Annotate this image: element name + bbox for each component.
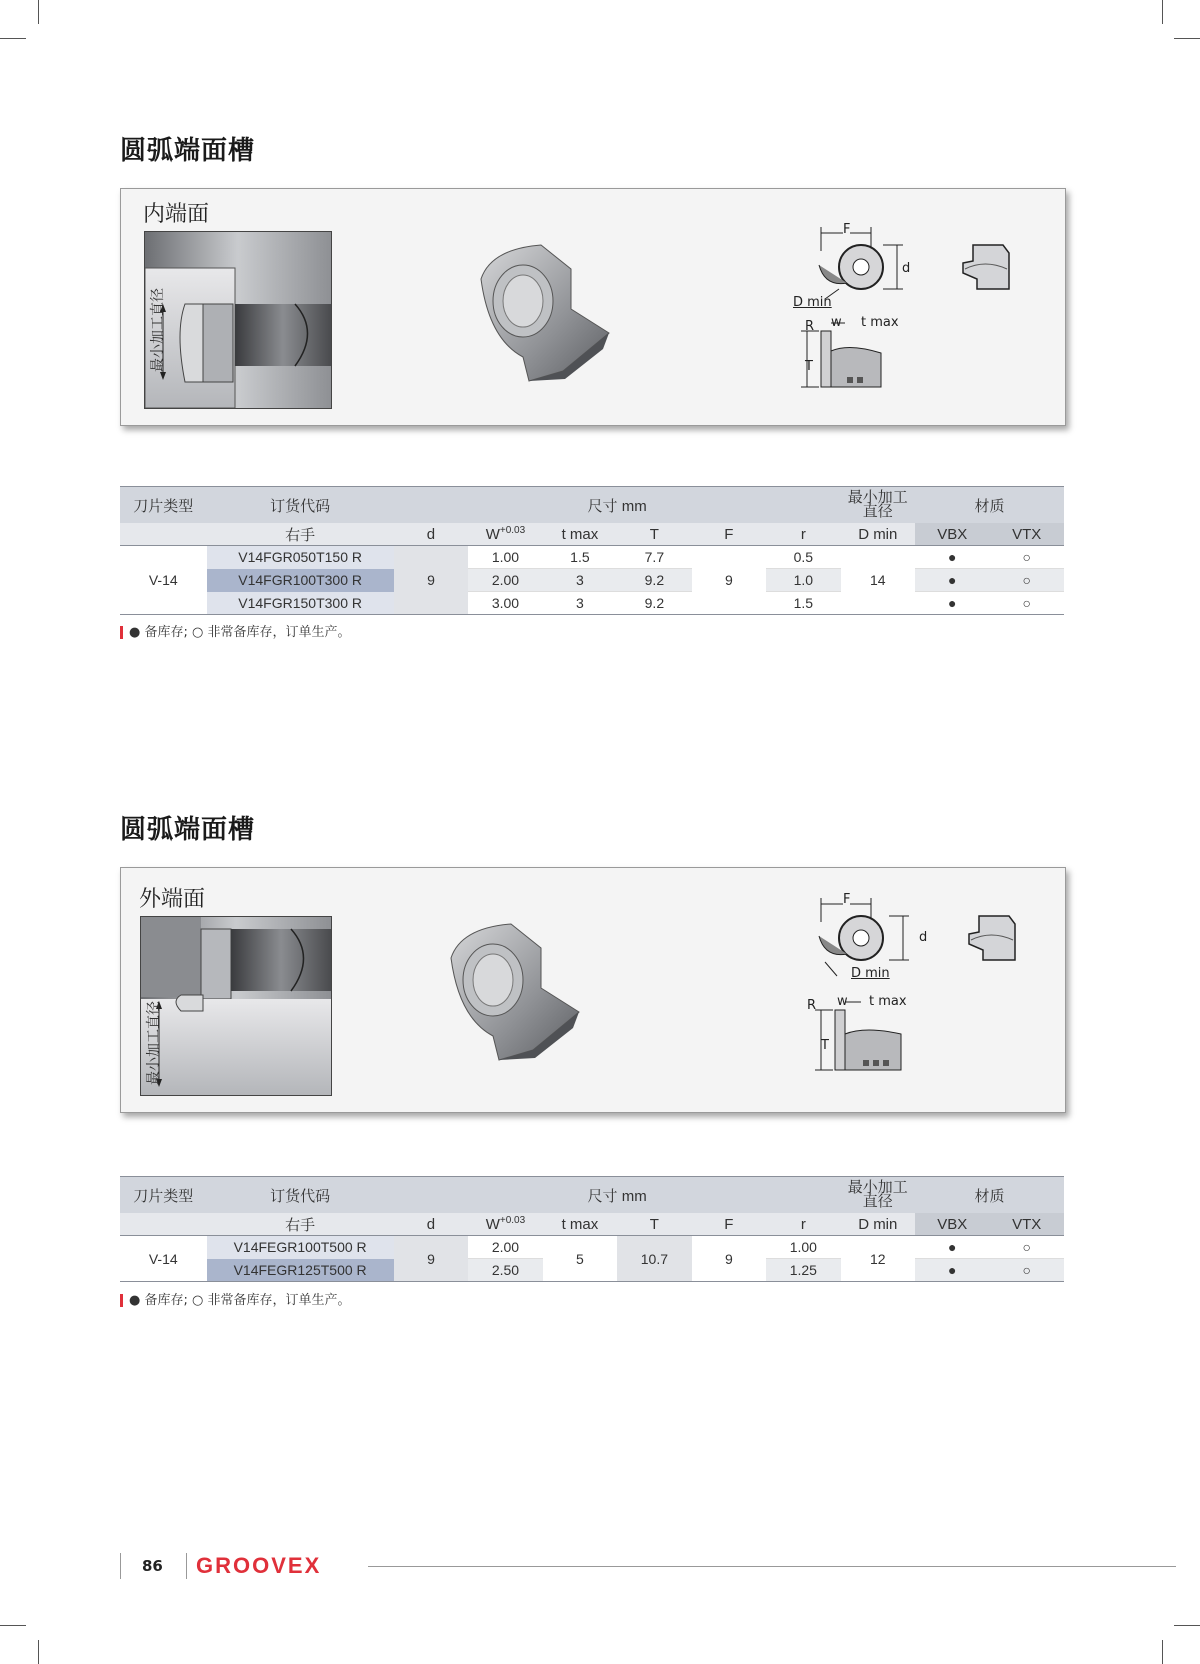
cell-vbx: ● xyxy=(915,1259,989,1282)
col-header-material: 材质 xyxy=(915,1177,1064,1214)
col-header-w-tol: +0.03 xyxy=(499,525,526,536)
cell-code: V14FEGR100T500 R xyxy=(207,1236,394,1259)
cell-vtx: ○ xyxy=(989,1259,1064,1282)
col-header-type: 刀片类型 xyxy=(120,487,207,524)
cell-r: 1.00 xyxy=(766,1236,840,1259)
section-heading: 圆弧端面槽 xyxy=(120,136,256,166)
crop-mark xyxy=(1162,1640,1163,1664)
col-header-dmin-title: 最小加工直径 xyxy=(841,487,915,524)
diagram-label-w: w xyxy=(831,315,842,330)
col-header-w-tol: +0.03 xyxy=(499,1215,526,1226)
illustration-panel xyxy=(120,867,1066,1113)
col-header-w xyxy=(468,523,542,546)
col-header-F: F xyxy=(692,1213,766,1236)
diagram-label-T: T xyxy=(821,1038,829,1053)
col-header-code: 订货代码 xyxy=(207,487,394,524)
crop-mark xyxy=(1174,38,1200,39)
col-header-T: T xyxy=(617,523,691,546)
cell-vbx: ● xyxy=(915,546,989,569)
cell-vtx: ○ xyxy=(989,569,1064,592)
cell-w: 1.00 xyxy=(468,546,542,569)
note-marker xyxy=(120,1294,123,1307)
diagram-label-F: F xyxy=(843,222,851,237)
cell-dmin: 12 xyxy=(841,1236,915,1282)
footer-rule xyxy=(368,1566,1176,1567)
insert-3d-image xyxy=(441,918,601,1068)
stock-note xyxy=(120,621,350,640)
cell-vtx: ○ xyxy=(989,1236,1064,1259)
cell-T: 10.7 xyxy=(617,1236,691,1282)
col-header-vtx: VTX xyxy=(989,1213,1064,1236)
cell-F: 9 xyxy=(692,546,766,615)
note-text: ● 备库存; ○ 非常备库存，订单生产。 xyxy=(129,1293,351,1308)
note-marker xyxy=(120,626,123,639)
col-header-d: d xyxy=(394,523,468,546)
col-header-dims: 尺寸 mm xyxy=(394,1177,841,1214)
table-row xyxy=(120,546,1064,569)
crop-mark xyxy=(38,0,39,24)
stock-note xyxy=(120,1289,350,1308)
cell-vbx: ● xyxy=(915,569,989,592)
machining-scene xyxy=(140,916,332,1096)
col-header-blank xyxy=(120,523,207,546)
insert-3d-image xyxy=(471,239,631,389)
cell-d: 9 xyxy=(394,1236,468,1282)
cell-vbx: ● xyxy=(915,592,989,615)
col-header-d: d xyxy=(394,1213,468,1236)
diagram-label-d: d xyxy=(902,261,911,276)
illustration-panel xyxy=(120,188,1066,426)
cell-d: 9 xyxy=(394,546,468,615)
machining-scene xyxy=(144,231,332,409)
cell-dmin: 14 xyxy=(841,546,915,615)
cell-vtx: ○ xyxy=(989,592,1064,615)
cell-code: V14FGR050T150 R xyxy=(207,546,394,569)
note-text: ● 备库存; ○ 非常备库存，订单生产。 xyxy=(129,625,351,640)
panel-title: 内端面 xyxy=(143,202,210,227)
col-header-T: T xyxy=(617,1213,691,1236)
col-header-F: F xyxy=(692,523,766,546)
cell-r: 1.25 xyxy=(766,1259,840,1282)
cell-tmax: 1.5 xyxy=(543,546,617,569)
col-header-r: r xyxy=(766,523,840,546)
col-header-vbx: VBX xyxy=(915,1213,989,1236)
insert-side-diagram xyxy=(957,239,1027,299)
table-row xyxy=(120,1236,1064,1259)
col-header-vbx: VBX xyxy=(915,523,989,546)
diagram-label-R: R xyxy=(805,319,815,334)
col-header-w-label: W xyxy=(485,1216,500,1233)
crop-mark xyxy=(1174,1625,1200,1626)
col-header-vtx: VTX xyxy=(989,523,1064,546)
cell-r: 0.5 xyxy=(766,546,840,569)
cell-w: 2.00 xyxy=(468,569,542,592)
crop-mark xyxy=(38,1640,39,1664)
diagram-label-F: F xyxy=(843,892,851,907)
cell-vtx: ○ xyxy=(989,546,1064,569)
col-header-type: 刀片类型 xyxy=(120,1177,207,1214)
scene-vertical-label: 最小加工直径 xyxy=(150,288,166,372)
spec-table xyxy=(120,486,1064,615)
footer-divider xyxy=(186,1553,187,1579)
cell-code: V14FGR100T300 R xyxy=(207,569,394,592)
col-header-r: r xyxy=(766,1213,840,1236)
machining-scene-graphic xyxy=(141,917,331,1095)
table-row xyxy=(120,569,1064,592)
crop-mark xyxy=(0,38,26,39)
cell-w: 2.00 xyxy=(468,1236,542,1259)
col-header-material: 材质 xyxy=(915,487,1064,524)
cell-tmax: 3 xyxy=(543,592,617,615)
cell-T: 9.2 xyxy=(617,592,691,615)
cell-tmax: 3 xyxy=(543,569,617,592)
cell-T: 9.2 xyxy=(617,569,691,592)
col-header-hand: 右手 xyxy=(207,523,394,546)
col-header-hand: 右手 xyxy=(207,1213,394,1236)
col-header-dmin-title: 最小加工直径 xyxy=(841,1177,915,1214)
footer-divider xyxy=(120,1553,121,1579)
diagram-label-dmin: D min xyxy=(851,966,890,981)
cell-r: 1.5 xyxy=(766,592,840,615)
cell-type: V-14 xyxy=(120,1236,207,1282)
cell-type: V-14 xyxy=(120,546,207,615)
scene-vertical-label: 最小加工直径 xyxy=(146,1001,162,1085)
panel-title: 外端面 xyxy=(139,887,206,912)
col-header-dmin: D min xyxy=(841,1213,915,1236)
col-header-code: 订货代码 xyxy=(207,1177,394,1214)
cell-code: V14FGR150T300 R xyxy=(207,592,394,615)
brand-logo: GROOVEX xyxy=(196,1553,322,1578)
col-header-w xyxy=(468,1213,542,1236)
col-header-dims: 尺寸 mm xyxy=(394,487,841,524)
diagram-label-d: d xyxy=(919,930,928,945)
cell-T: 7.7 xyxy=(617,546,691,569)
col-header-tmax: t max xyxy=(543,523,617,546)
diagram-label-tmax: t max xyxy=(861,315,899,330)
diagram-label-w: w xyxy=(837,994,848,1009)
col-header-tmax: t max xyxy=(543,1213,617,1236)
table-row xyxy=(120,592,1064,615)
cell-w: 3.00 xyxy=(468,592,542,615)
cell-r: 1.0 xyxy=(766,569,840,592)
machining-scene-graphic xyxy=(145,232,331,408)
cell-F: 9 xyxy=(692,1236,766,1282)
diagram-label-T: T xyxy=(805,359,813,374)
cell-code: V14FEGR125T500 R xyxy=(207,1259,394,1282)
cell-vbx: ● xyxy=(915,1236,989,1259)
insert-side-diagram xyxy=(963,910,1033,970)
col-header-w-label: W xyxy=(485,526,500,543)
col-header-dmin: D min xyxy=(841,523,915,546)
col-header-blank xyxy=(120,1213,207,1236)
crop-mark xyxy=(0,1625,26,1626)
crop-mark xyxy=(1162,0,1163,24)
cell-w: 2.50 xyxy=(468,1259,542,1282)
cell-tmax: 5 xyxy=(543,1236,617,1282)
spec-table xyxy=(120,1176,1064,1282)
page-number: 86 xyxy=(142,1557,163,1575)
section-heading: 圆弧端面槽 xyxy=(120,815,256,845)
diagram-label-tmax: t max xyxy=(869,994,907,1009)
side-view-diagram xyxy=(805,994,925,1080)
diagram-label-dmin: D min xyxy=(793,295,832,310)
diagram-label-R: R xyxy=(807,998,817,1013)
